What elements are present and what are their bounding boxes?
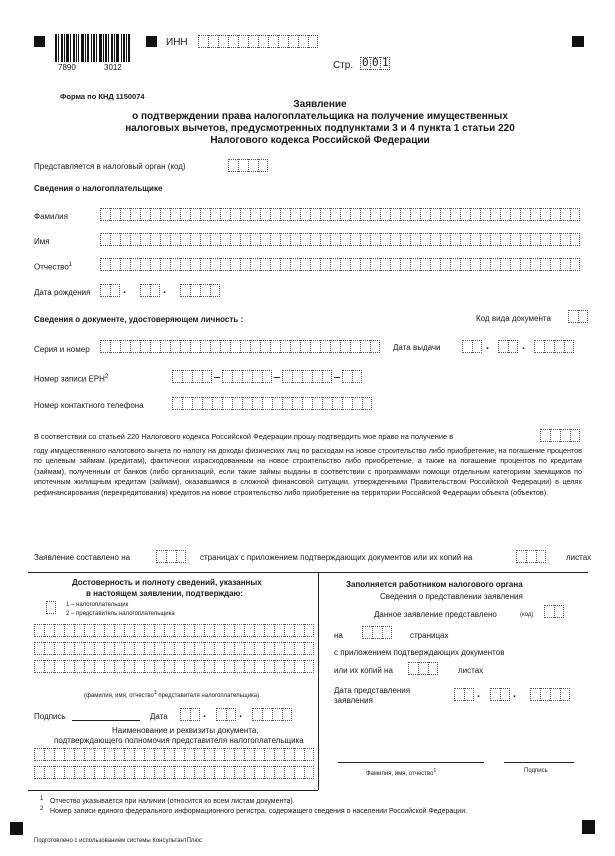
on-label: на	[334, 631, 343, 640]
page-digit-3: 1	[382, 56, 389, 69]
employee-signature-label: Подпись	[524, 768, 548, 774]
date-separator: .	[486, 340, 490, 352]
fio-caption	[84, 690, 259, 699]
office-pages-field[interactable]	[362, 626, 392, 639]
patronymic-label-text: Отчество	[34, 262, 69, 272]
sign-year-field[interactable]	[252, 708, 292, 721]
bottom-credit: Подготовлено с использованием системы КонсультантПлюс	[34, 838, 202, 844]
identity-doc-section-heading: Сведения о документе, удостоверяющем личность :	[34, 315, 244, 324]
deduction-year-field[interactable]	[540, 429, 580, 442]
name-field[interactable]	[100, 233, 580, 246]
barcode-number-left: 7890	[58, 63, 76, 72]
series-number-field[interactable]	[100, 340, 380, 353]
authority-doc-heading-2: подтверждающего полномочия представителя налогоплательщика	[54, 736, 304, 745]
date-separator: .	[522, 340, 526, 352]
date-separator: .	[163, 284, 167, 296]
barcode-icon	[55, 34, 141, 62]
title-line-2: о подтверждении права налогоплательщика на получение имущественных	[132, 111, 508, 122]
authority-doc-row-1[interactable]	[34, 748, 314, 761]
fio-caption-text: (фамилия, имя, отчество	[84, 693, 154, 699]
doc-type-code-field[interactable]	[568, 310, 588, 323]
submission-day-field[interactable]	[454, 688, 474, 701]
ern-dash	[334, 377, 340, 378]
birth-year-field[interactable]	[180, 284, 220, 297]
submission-date-label-1: Дата представления	[334, 686, 411, 695]
series-number-label: Серия и номер	[34, 345, 90, 354]
pages-count-field[interactable]	[156, 550, 186, 563]
confirmer-option-1: 1 – налогоплательщик	[66, 602, 129, 608]
footnote-1: Отчество указывается при наличии (относится ко всем листам документа).	[50, 798, 295, 805]
section-divider	[28, 572, 588, 573]
statement-intro: В соответствии со статьей 220 Налогового кодекса Российской Федерации прошу подтвердить мое право на получение в	[34, 432, 454, 441]
presented-code-field[interactable]	[544, 605, 564, 618]
confirm-heading-2: в настоящем заявлении, подтверждаю:	[86, 589, 244, 598]
page-digit-2: 0	[372, 56, 379, 69]
statement-body: году имущественного налогового вычета по налогу на доходы физических лиц по расходам на новое строительство либо приобретение, на погашение процентов по целевым займам (кредитам), фактически израсходованным на новое строительство либо приобретение, а также на погашение процентов по кредитам (займам), полученным от банков (либо организаций, если такие займы выданы в соответствии с программами помощи отдельным категориям заемщиков по ипотечным жилищным кредитам (займам), оказавшимся в сложной финансовой ситуации, утвержденными Правительством Российской Федерации) в целях рефинансирования (перекредитования) кредитов на новое строительство либо приобретение на территории Российской Федерации объекта (объектов).	[34, 446, 582, 497]
issue-year-field[interactable]	[534, 340, 574, 353]
presented-code-label: (код)	[520, 612, 534, 618]
corner-marker-bottom-left	[10, 822, 23, 835]
issue-day-field[interactable]	[462, 340, 482, 353]
doc-type-code-label: Код вида документа	[476, 314, 551, 323]
footnote-divider	[28, 790, 318, 791]
patronymic-footnote-mark: 1	[68, 262, 73, 268]
employee-fio-line[interactable]	[338, 762, 484, 763]
surname-label: Фамилия	[34, 212, 68, 221]
submission-year-field[interactable]	[530, 688, 570, 701]
tax-office-label: Представляется в налоговый орган (код)	[34, 162, 186, 171]
authority-doc-heading-1: Наименование и реквизиты документа,	[112, 726, 259, 735]
sign-month-field[interactable]	[216, 708, 236, 721]
representative-fio-row-3[interactable]	[34, 660, 314, 673]
date-separator: .	[477, 688, 481, 700]
tax-office-code-field[interactable]	[228, 159, 268, 172]
footnote-2: Номер записи единого федерального информационного регистра, содержащего сведения о населении Российской Федерации.	[50, 808, 468, 815]
date-separator: .	[513, 688, 517, 700]
ern-field-part-2[interactable]	[222, 370, 272, 383]
date-separator: .	[239, 708, 243, 720]
submission-month-field[interactable]	[490, 688, 510, 701]
inn-label: ИНН	[166, 37, 188, 48]
document-title	[100, 99, 540, 147]
name-label: Имя	[34, 237, 50, 246]
ern-label-text: Номер записи ЕРН	[34, 374, 105, 384]
ern-label	[34, 374, 108, 384]
date-label: Дата	[150, 712, 168, 721]
date-separator: .	[123, 284, 127, 296]
pages-line-suffix: листах	[566, 553, 592, 562]
barcode-number-right: 3012	[104, 63, 122, 72]
page-digit-1: 0	[362, 56, 369, 69]
corner-marker-bottom-right	[582, 820, 595, 834]
inn-field[interactable]	[198, 35, 318, 48]
employee-fio-footnote-mark: 1	[433, 768, 437, 774]
title-line-3: налоговых вычетов, предусмотренных подпунктами 3 и 4 пункта 1 статьи 220	[125, 123, 515, 134]
issue-month-field[interactable]	[498, 340, 518, 353]
birth-day-field[interactable]	[100, 284, 120, 297]
footnote-2-mark: 2	[40, 806, 44, 812]
or-copies-label: или их копий на	[334, 666, 393, 675]
date-separator: .	[203, 708, 207, 720]
employee-signature-line[interactable]	[504, 762, 574, 763]
issue-date-label: Дата выдачи	[393, 343, 441, 352]
footnote-1-mark: 1	[40, 796, 44, 802]
birth-month-field[interactable]	[140, 284, 160, 297]
corner-marker-top-mid	[146, 36, 157, 47]
fio-caption-footnote-mark: 1	[153, 690, 157, 696]
presented-label: Данное заявление представлено	[374, 610, 497, 619]
corner-marker-top-right	[572, 36, 584, 47]
employee-fio-label	[366, 768, 436, 777]
pages-line-middle: страницах с приложением подтверждающих документов или их копий на	[200, 553, 473, 562]
fio-caption-end: представителя налогоплательщика)	[158, 693, 260, 699]
ern-field-part-1[interactable]	[172, 370, 212, 383]
confirmer-option-2: 2 – представитель налогоплательщика	[66, 611, 175, 617]
office-pages-label: страницах	[410, 631, 449, 640]
signature-line[interactable]	[72, 720, 140, 721]
confirm-heading-1: Достоверность и полноту сведений, указанных	[72, 578, 262, 587]
signature-label: Подпись	[34, 712, 66, 721]
page-label: Стр.	[333, 60, 354, 71]
sheets-count-field[interactable]	[516, 550, 546, 563]
birth-date-label: Дата рождения	[34, 288, 91, 297]
surname-field[interactable]	[100, 208, 580, 221]
authority-doc-row-2[interactable]	[34, 766, 314, 779]
ern-field-part-4[interactable]	[342, 370, 362, 383]
form-code: Форма по КНД 1150074	[60, 92, 145, 101]
corner-marker-top-left	[34, 36, 45, 47]
employee-fio-label-text: Фамилия, имя, отчество	[366, 771, 434, 777]
title-line-1: Заявление	[293, 99, 347, 110]
submission-date-label-2: заявления	[334, 696, 373, 705]
patronymic-label	[34, 262, 72, 272]
ern-dash	[214, 377, 220, 378]
ern-field-part-3[interactable]	[282, 370, 332, 383]
sign-day-field[interactable]	[180, 708, 200, 721]
representative-fio-row-1[interactable]	[34, 624, 314, 637]
phone-field[interactable]	[172, 397, 372, 410]
column-divider	[318, 572, 319, 790]
taxpayer-section-heading: Сведения о налогоплательщике	[34, 184, 163, 193]
patronymic-field[interactable]	[100, 258, 580, 271]
representative-fio-row-2[interactable]	[34, 642, 314, 655]
phone-label: Номер контактного телефона	[34, 401, 144, 410]
title-line-4: Налогового кодекса Российской Федерации	[210, 135, 430, 146]
with-docs-label: с приложением подтверждающих документов	[334, 648, 505, 657]
office-sheets-field[interactable]	[408, 662, 438, 675]
confirmer-type-field[interactable]	[46, 601, 56, 614]
office-heading: Заполняется работником налогового органа	[346, 580, 523, 589]
office-subheading: Сведения о представлении заявления	[380, 592, 523, 601]
pages-line-prefix: Заявление составлено на	[34, 553, 131, 562]
office-sheets-label: листах	[458, 666, 484, 675]
ern-footnote-mark: 2	[104, 374, 109, 380]
ern-dash	[274, 377, 280, 378]
